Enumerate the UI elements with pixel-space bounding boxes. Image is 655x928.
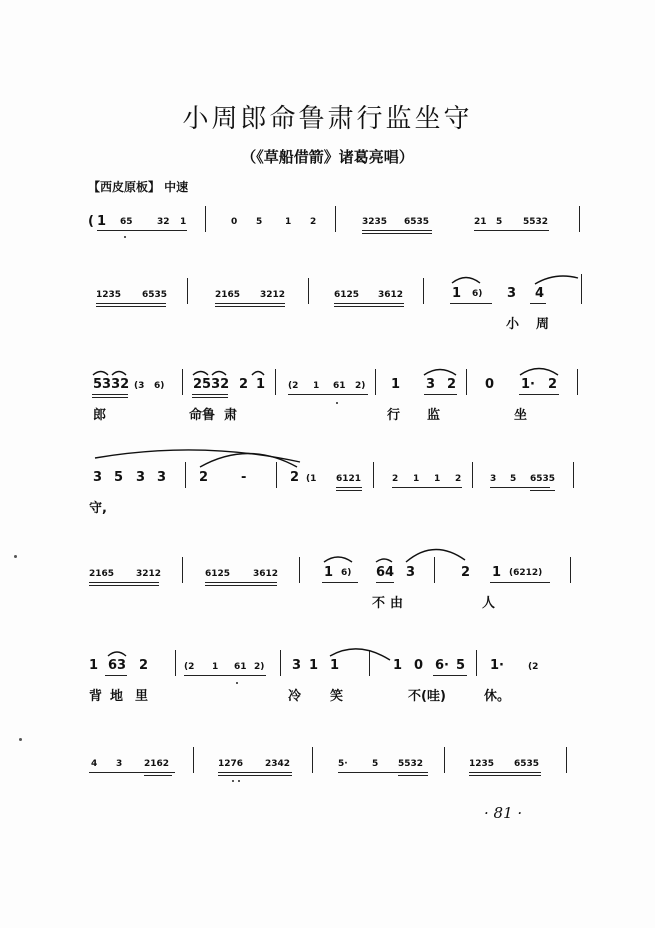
note: 3612 bbox=[378, 290, 404, 300]
note: (2 bbox=[528, 662, 539, 672]
underline bbox=[334, 306, 404, 307]
lyric: 守, bbox=[89, 501, 107, 516]
note: 5532 bbox=[523, 217, 549, 227]
underline bbox=[89, 772, 175, 773]
underline bbox=[392, 487, 462, 488]
lyric: 周 bbox=[536, 317, 550, 332]
barline bbox=[275, 369, 276, 395]
barline bbox=[182, 557, 183, 583]
barline bbox=[335, 206, 336, 232]
underline bbox=[450, 303, 492, 304]
lyric: 监 bbox=[427, 408, 441, 423]
note: 2162 bbox=[144, 759, 170, 769]
lyric: 坐 bbox=[514, 408, 528, 423]
barline bbox=[466, 369, 467, 395]
note: 6535 bbox=[514, 759, 540, 769]
note: ( bbox=[88, 214, 94, 229]
underline bbox=[398, 775, 428, 776]
barline bbox=[182, 369, 183, 395]
barline bbox=[308, 278, 309, 304]
lyric: 行 bbox=[387, 408, 401, 423]
note: 2342 bbox=[265, 759, 291, 769]
note: 2 bbox=[239, 377, 249, 392]
note: 5 bbox=[372, 759, 379, 769]
note: 3 bbox=[490, 474, 497, 484]
note: 1 bbox=[97, 214, 107, 229]
barline bbox=[444, 747, 445, 773]
barline bbox=[472, 462, 473, 488]
underline bbox=[530, 490, 555, 491]
barline bbox=[193, 747, 194, 773]
underline bbox=[469, 772, 541, 773]
lyric: 命鲁 bbox=[189, 408, 216, 423]
underline bbox=[530, 303, 546, 304]
note: 1235 bbox=[469, 759, 495, 769]
underline bbox=[334, 303, 404, 304]
note: 3 bbox=[426, 377, 436, 392]
note: 1 bbox=[492, 565, 502, 580]
barline bbox=[187, 278, 188, 304]
lyric: 背 bbox=[89, 689, 103, 704]
underline bbox=[490, 582, 550, 583]
note: 3612 bbox=[253, 569, 279, 579]
note: 2 bbox=[455, 474, 462, 484]
note: 6535 bbox=[404, 217, 430, 227]
barline bbox=[581, 274, 582, 304]
barline bbox=[577, 369, 578, 395]
lower-dot bbox=[336, 402, 338, 404]
underline bbox=[192, 397, 228, 398]
note: 2 bbox=[199, 470, 209, 485]
underline bbox=[490, 487, 550, 488]
note: 2 bbox=[392, 474, 399, 484]
note: 1 bbox=[393, 658, 403, 673]
tempo-marking: 【西皮原板】 中速 bbox=[88, 180, 189, 194]
page-subtitle: （《草船借箭》诸葛亮唱） bbox=[241, 148, 414, 166]
note: 3212 bbox=[260, 290, 286, 300]
barline bbox=[573, 462, 574, 488]
lower-dot bbox=[238, 780, 240, 782]
note: (2 bbox=[184, 662, 195, 672]
page-number: · 81 · bbox=[484, 804, 523, 822]
note: 0 bbox=[231, 217, 238, 227]
barline bbox=[205, 206, 206, 232]
lyric: 不(哇) bbox=[408, 689, 446, 704]
note: 64 bbox=[376, 565, 395, 580]
underline bbox=[424, 394, 457, 395]
note: 1 bbox=[285, 217, 292, 227]
note: 2 bbox=[139, 658, 149, 673]
lyric: 地 bbox=[110, 689, 124, 704]
note: 5532 bbox=[398, 759, 424, 769]
underline bbox=[92, 397, 128, 398]
note: 2) bbox=[355, 381, 366, 391]
note: 1 bbox=[330, 658, 340, 673]
underline bbox=[215, 303, 285, 304]
note: 2 bbox=[461, 565, 471, 580]
note: 5 bbox=[256, 217, 263, 227]
note: - bbox=[241, 470, 247, 485]
barline bbox=[566, 747, 567, 773]
lower-dot bbox=[124, 236, 126, 238]
note: 65 bbox=[120, 217, 133, 227]
barline bbox=[185, 462, 186, 488]
underline bbox=[89, 582, 159, 583]
lyric: 郎 bbox=[93, 408, 107, 423]
note: 5332 bbox=[93, 377, 130, 392]
note: 6535 bbox=[142, 290, 168, 300]
underline bbox=[362, 233, 432, 234]
barline bbox=[434, 557, 435, 583]
note: (1 bbox=[306, 474, 317, 484]
note: (3 bbox=[134, 381, 145, 391]
lyric: 笑 bbox=[330, 689, 344, 704]
note: 1 bbox=[256, 377, 266, 392]
underline bbox=[338, 772, 428, 773]
underline bbox=[97, 230, 187, 231]
note: 5 bbox=[114, 470, 124, 485]
note: (6212) bbox=[509, 568, 543, 578]
underline bbox=[322, 582, 358, 583]
barline bbox=[175, 650, 176, 676]
note: 2 bbox=[548, 377, 558, 392]
note: 2165 bbox=[89, 569, 115, 579]
barline bbox=[373, 462, 374, 488]
underline bbox=[433, 675, 467, 676]
note: 3 bbox=[93, 470, 103, 485]
note: 5 bbox=[510, 474, 517, 484]
note: 6) bbox=[341, 568, 352, 578]
scan-speck bbox=[19, 738, 22, 741]
underline bbox=[205, 585, 277, 586]
note: 1 bbox=[391, 377, 401, 392]
note: 6125 bbox=[334, 290, 360, 300]
note: 0 bbox=[414, 658, 424, 673]
page-title: 小周郎命鲁肃行监坐守 bbox=[182, 104, 473, 134]
barline bbox=[299, 557, 300, 583]
note: 3 bbox=[406, 565, 416, 580]
lyric: 休。 bbox=[484, 689, 511, 704]
note: 1 bbox=[434, 474, 441, 484]
barline bbox=[312, 747, 313, 773]
underline bbox=[89, 585, 159, 586]
underline bbox=[215, 306, 285, 307]
note: 21 bbox=[474, 217, 487, 227]
note: 6535 bbox=[530, 474, 556, 484]
note: 4 bbox=[91, 759, 98, 769]
note: 3 bbox=[136, 470, 146, 485]
note: 5 bbox=[496, 217, 503, 227]
lyric: 不 bbox=[372, 596, 386, 611]
barline bbox=[579, 206, 580, 232]
underline bbox=[205, 582, 277, 583]
note: 1 bbox=[89, 658, 99, 673]
lower-dot bbox=[232, 780, 234, 782]
note: 3235 bbox=[362, 217, 388, 227]
lyric: 冷 bbox=[288, 689, 302, 704]
note: 2165 bbox=[215, 290, 241, 300]
underline bbox=[469, 775, 541, 776]
note: 1 bbox=[309, 658, 319, 673]
barline bbox=[369, 650, 370, 676]
note: 2532 bbox=[193, 377, 230, 392]
note: 6125 bbox=[205, 569, 231, 579]
note: 32 bbox=[157, 217, 170, 227]
note: 6) bbox=[154, 381, 165, 391]
underline bbox=[218, 772, 292, 773]
note: 1· bbox=[490, 658, 504, 673]
note: 0 bbox=[485, 377, 495, 392]
note: (2 bbox=[288, 381, 299, 391]
note: 6· bbox=[435, 658, 449, 673]
note: 1 bbox=[313, 381, 320, 391]
note: 6121 bbox=[336, 474, 362, 484]
lyric: 由 bbox=[390, 596, 404, 611]
note: 5· bbox=[338, 759, 348, 769]
lyric: 人 bbox=[482, 596, 496, 611]
underline bbox=[96, 303, 166, 304]
note: 2 bbox=[447, 377, 457, 392]
note: 3212 bbox=[136, 569, 162, 579]
lyric: 小 bbox=[506, 317, 520, 332]
note: 1235 bbox=[96, 290, 122, 300]
note: 4 bbox=[535, 286, 545, 301]
underline bbox=[362, 230, 432, 231]
underline bbox=[474, 230, 549, 231]
note: 1 bbox=[452, 286, 462, 301]
barline bbox=[276, 462, 277, 488]
underline bbox=[336, 490, 362, 491]
note: 3 bbox=[507, 286, 517, 301]
note: 1 bbox=[324, 565, 334, 580]
barline bbox=[375, 369, 376, 395]
underline bbox=[519, 394, 559, 395]
note: 1 bbox=[413, 474, 420, 484]
barline bbox=[423, 278, 424, 304]
underline bbox=[218, 775, 292, 776]
note: 1· bbox=[521, 377, 535, 392]
note: 1 bbox=[180, 217, 187, 227]
underline bbox=[105, 675, 127, 676]
note: 61 bbox=[333, 381, 346, 391]
underline bbox=[376, 582, 394, 583]
underline bbox=[144, 775, 172, 776]
underline bbox=[184, 675, 266, 676]
note: 1276 bbox=[218, 759, 244, 769]
barline bbox=[280, 650, 281, 676]
lyric: 肃 bbox=[224, 408, 238, 423]
underline bbox=[192, 394, 228, 395]
scan-speck bbox=[14, 555, 17, 558]
note: 6) bbox=[472, 289, 483, 299]
lower-dot bbox=[236, 682, 238, 684]
note: 1 bbox=[212, 662, 219, 672]
note: 2) bbox=[254, 662, 265, 672]
underline bbox=[96, 306, 166, 307]
barline bbox=[570, 557, 571, 583]
note: 3 bbox=[157, 470, 167, 485]
underline bbox=[336, 487, 362, 488]
lyric: 里 bbox=[135, 689, 149, 704]
note: 3 bbox=[116, 759, 123, 769]
underline bbox=[92, 394, 128, 395]
note: 3 bbox=[292, 658, 302, 673]
note: 63 bbox=[108, 658, 127, 673]
barline bbox=[476, 650, 477, 676]
note: 2 bbox=[310, 217, 317, 227]
note: 2 bbox=[290, 470, 300, 485]
note: 61 bbox=[234, 662, 247, 672]
underline bbox=[288, 394, 368, 395]
note: 5 bbox=[456, 658, 466, 673]
